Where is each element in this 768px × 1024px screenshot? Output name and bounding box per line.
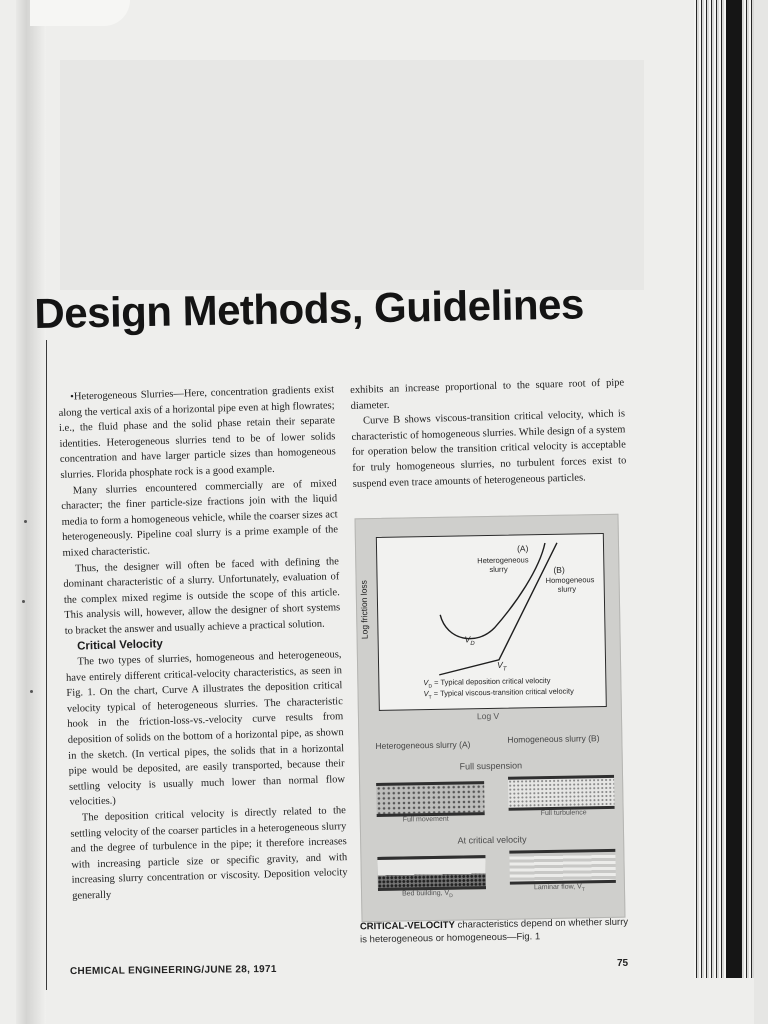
curve-b-label-1: Homogeneous [545,575,595,586]
right-text-column [350,375,627,492]
left-text-column [58,382,348,904]
gutter-line [46,340,47,990]
column-heading-homogeneous: Homogeneous slurry (B) [507,733,600,745]
paragraph: •Heterogeneous Slurries—Here, concentration gradients exist along the vertical axis of a horizontal pipe even at high flowrates; i.e., the fluid phase and the solid phase retain their separate identities. Heterogeneous slurries tend to be of lower solids concentration and have larger particle sizes than homogeneous slurries. Florida phosphate rock is a good example. [58,384,336,481]
book-binding-shadow [726,0,742,978]
x-axis-label: Log V [476,710,500,722]
section-full-suspension: Full suspension [459,760,523,772]
legend-vd: $V_D$ = Typical deposition critical velocity [423,675,551,690]
paragraph: Many slurries encountered commercially are of mixed character; the finer particle-size fractions join with the liquid media to form a homogeneous vehicle, while the coarser sizes act heterogeneously. Pipeline coal slurry is a prime example of the mixed characteristic. [61,477,339,559]
pipe-laminar [509,849,616,885]
legend-vt: $V_T$ = Typical viscous-transition critical velocity [423,686,574,701]
figure-caption [360,916,634,947]
point-vd-label: $V_D$ [464,634,475,648]
curve-a-label-1: Heterogeneous [477,555,529,566]
section-heading-critical-velocity: Critical Velocity [76,637,163,653]
y-axis-label: Log friction loss [358,580,370,640]
article-headline: Design Methods, Guidelines [34,280,585,337]
paragraph: The two types of slurries, homogeneous and heterogeneous, have entirely different critical-velocity characteristics, as seen in Fig. 1. On the chart, Curve A illustrates the deposition critical velocity typical of heterogeneous slurries. The characteristic hook in the friction-loss-vs.-velocity curve results from deposition of solids on the bottom of a horizontal pipe, as shown in the sketch. (In vertical pipes, the solids that in a horizontal pipe would be deposited, are easily transported, because their settling velocity is usually much lower than normal flow velocities.) [65,649,346,809]
pipe-label-deposition: Bed building, $V_D$ [401,889,453,900]
pipe-full-turbulence [508,775,615,811]
paragraph: Curve B shows viscous-transition critical velocity, which is characteristic of homogeneous slurries. While design of a system for operation below the transition critical velocity is acceptable for truly homogeneous slurries, no turbulent forces exist to suspend even trace amounts of heterogeneous particles. [351,408,627,490]
running-footer: CHEMICAL ENGINEERING/JUNE 28, 1971 [69,963,277,978]
curve-a-label-2: slurry [489,564,508,574]
paragraph: The deposition critical velocity is directly related to the settling velocity of the coarser particles in a heterogeneous slurry and the degree of turbulence in the pipe; it therefore increases with increasing particle size or specific gravity, and with increasing slurry concentration or viscosity. Deposition velocity generally [70,805,348,902]
caption-text: characteristics depend on whether slurry is heterogeneous or homogeneous—Fig. 1 [360,916,629,946]
page-left-edge [16,0,46,1024]
column-heading-heterogeneous: Heterogeneous slurry (A) [375,739,471,752]
pipe-label-full-movement: Full movement [402,815,449,824]
speck [22,600,25,603]
right-margin [754,0,768,1024]
caption-lead: CRITICAL-VELOCITY [359,919,455,933]
faded-header-area [60,60,644,290]
torn-corner [30,0,130,26]
curve-a-tag: (A) [516,543,529,554]
speck [24,520,27,523]
speck [30,690,33,693]
pipe-label-full-turbulence: Full turbulence [540,809,587,818]
pipe-full-movement [376,781,485,817]
point-vt-label: $V_T$ [496,659,507,673]
figure-critical-velocity [354,514,625,923]
paragraph: exhibits an increase proportional to the square root of pipe diameter. [350,377,625,412]
section-at-critical-velocity: At critical velocity [457,834,527,846]
page-number: 75 [617,958,629,969]
curve-b-label-2: slurry [557,584,577,594]
pipe-deposition [377,855,486,891]
paragraph: Thus, the designer will often be faced with defining the dominant characteristic of a slurry. Unfortunately, evaluation of the complex mixed regime is outside the scope of this article. This analysis will, however, allow the designer of short systems to bracket the answer and usually achieve a practical solution. [63,555,341,637]
friction-loss-plot [376,533,607,711]
pipe-label-laminar: Laminar flow, $V_T$ [533,883,585,893]
book-binding-edge [694,0,754,978]
curve-b-tag: (B) [553,564,565,575]
